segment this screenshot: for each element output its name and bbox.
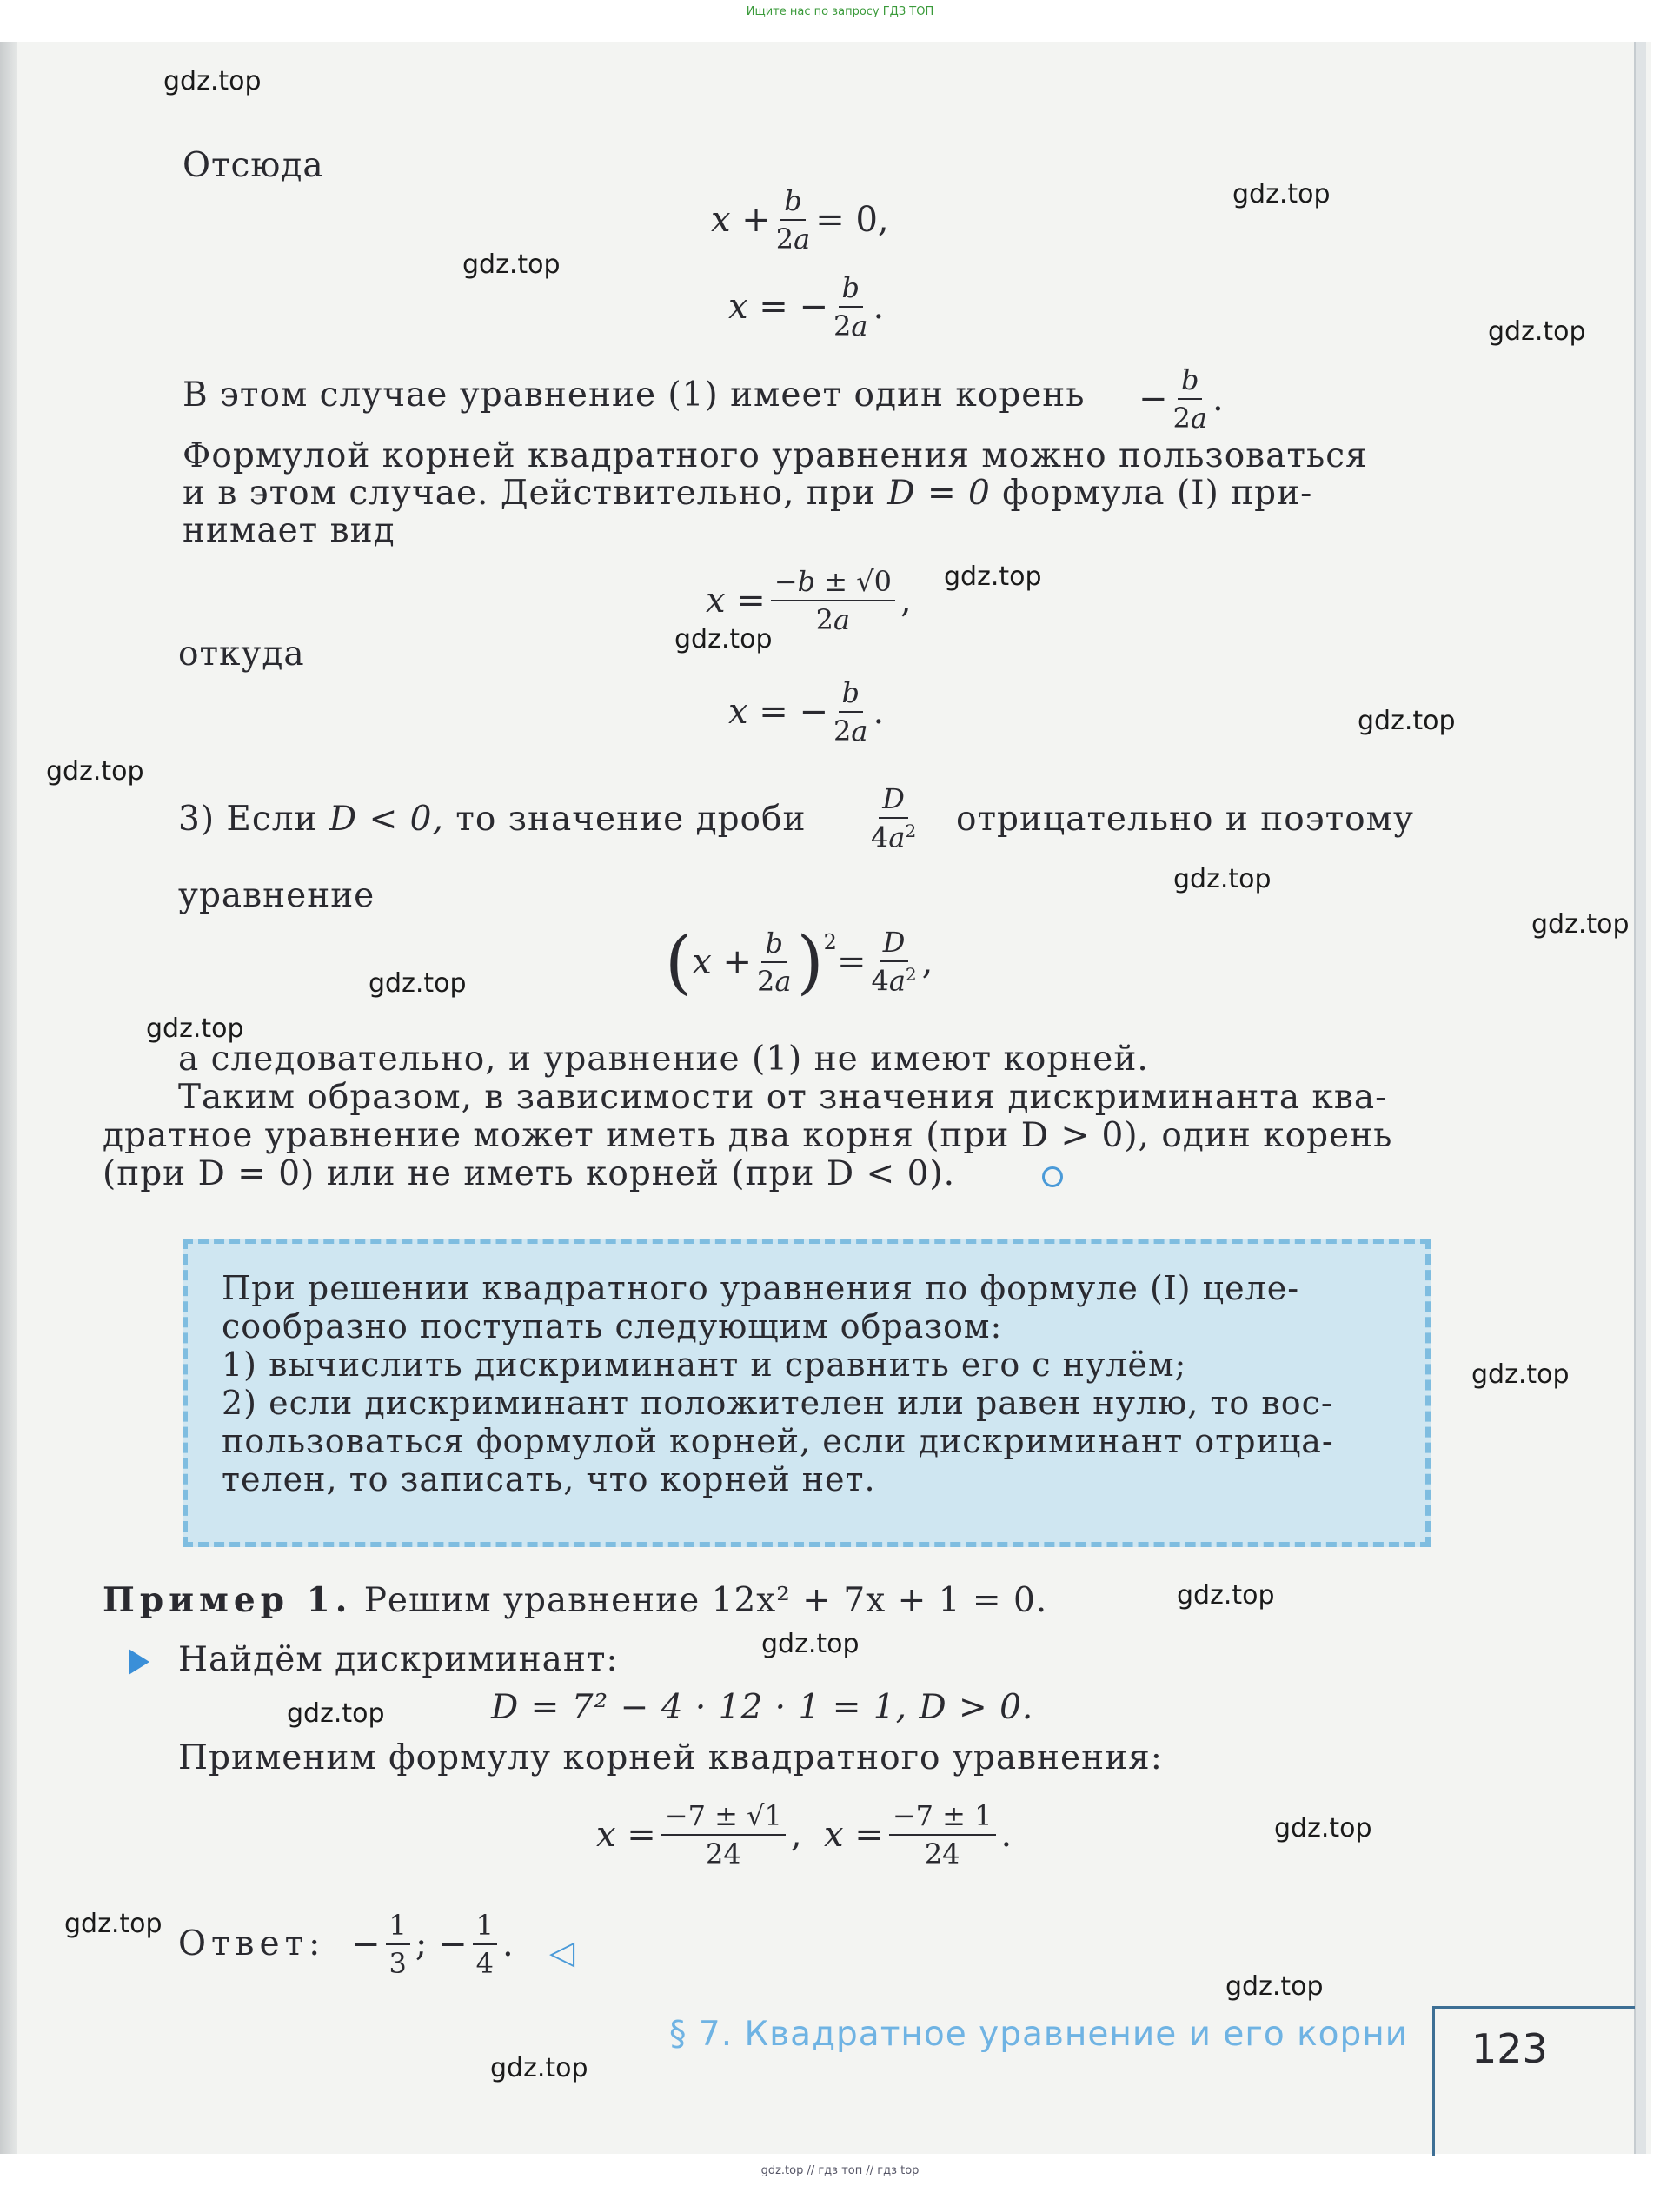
watermark: gdz.top (462, 249, 561, 280)
watermark: gdz.top (46, 756, 144, 787)
watermark: gdz.top (369, 968, 467, 999)
answer-label-text: Ответ: (178, 1924, 326, 1963)
no-roots-text: а следовательно, и уравнение (1) не имеют корней. (178, 1040, 1149, 1079)
rule-line-5: пользоваться формулой корней, если дискриминант отрица- (222, 1422, 1334, 1460)
summary-line-3: (при D = 0) или не иметь корней (при D < 0). (103, 1154, 955, 1193)
watermark: gdz.top (163, 66, 262, 96)
formula-line-3: нимает вид (183, 511, 395, 550)
equation-square-completed: ( x + $\frac{b}{2a}$ ) $^2$ = $\frac{D}{4a^2}$ , (665, 921, 933, 1002)
solution-start-arrow-icon (129, 1649, 149, 1675)
case-one-root-label: В этом случае уравнение (1) имеет один корень (183, 375, 1086, 415)
watermark: gdz.top (490, 2053, 588, 2083)
page-right-edge (1634, 42, 1646, 2154)
equation-sqrt-zero: x = $\frac{-b \pm √0}{2a}$ , (706, 565, 912, 636)
watermark: gdz.top (1232, 179, 1331, 209)
summary-line-2: дратное уравнение может иметь два корня (при D > 0), один корень (103, 1116, 1393, 1155)
watermark: gdz.top (944, 561, 1042, 592)
section-title: § 7. Квадратное уравнение и его корни (669, 2015, 1409, 2054)
otkuda-text: откуда (178, 635, 305, 674)
example-step2: Применим формулу корней квадратного уравнения: (178, 1738, 1163, 1777)
case3-a: 3) Если (178, 800, 318, 839)
formula-line-2 (183, 474, 1312, 513)
formula-line-2b: D = 0 (887, 474, 991, 513)
case3-d: отрицательно и поэтому (956, 800, 1414, 839)
watermark: gdz.top (1471, 1359, 1570, 1390)
watermark: gdz.top (146, 1013, 244, 1044)
case3-c: то значение дроби (455, 800, 807, 839)
rule-line-3: 1) вычислить дискриминант и сравнить его с нулём; (222, 1345, 1187, 1384)
watermark: gdz.top (287, 1698, 385, 1729)
equation-x-minus-b-over-2a: x = − $\frac{b}{2a}$ . (728, 271, 885, 342)
summary-line-1: Таким образом, в зависимости от значения дискриминанта ква- (178, 1078, 1388, 1117)
case3-b: D < 0, (329, 800, 444, 839)
proof-end-circle-icon (1042, 1166, 1063, 1187)
formula-line-2a: и в этом случае. Действительно, при (183, 474, 876, 513)
watermark: gdz.top (1173, 864, 1272, 894)
rule-line-4: 2) если дискриминант положителен или равен нулю, то вос- (222, 1384, 1333, 1422)
watermark: gdz.top (761, 1629, 860, 1659)
fraction-d-over-4a2: $\frac{D}{4a^2}$ (871, 782, 917, 854)
example-roots-formula: x = $\frac{-7 \pm √1}{24}$ , x = $\frac{-7 \pm 1}{24}$ . (596, 1799, 1013, 1870)
rule-line-6: телен, то записать, что корней нет. (222, 1460, 876, 1498)
watermark: gdz.top (1358, 706, 1456, 736)
formula-line-2c: формула (I) при- (1002, 474, 1313, 513)
example-discriminant: D = 7² − 4 · 12 · 1 = 1, D > 0. (491, 1688, 1034, 1727)
watermark: gdz.top (1177, 1580, 1275, 1611)
rule-line-2: сообразно поступать следующим образом: (222, 1307, 1003, 1345)
example-label: Пример 1. (103, 1580, 353, 1620)
case-one-root-text (183, 375, 1086, 415)
solution-end-triangle-icon: ◁ (549, 1933, 575, 1971)
page-number: 123 (1471, 2025, 1548, 2072)
answer-values: − $\frac{1}{3}$ ; − $\frac{1}{4}$ . (351, 1909, 514, 1980)
watermark: gdz.top (1531, 909, 1630, 940)
watermark: gdz.top (674, 624, 773, 654)
example-step1: Найдём дискриминант: (178, 1640, 619, 1679)
watermark: gdz.top (64, 1909, 163, 1939)
otsyuda-text: Отсюда (183, 146, 324, 185)
watermark: gdz.top (1488, 316, 1586, 347)
equation-x-minus-b-over-2a-2: x = − $\frac{b}{2a}$ . (728, 676, 885, 747)
answer-label (178, 1924, 325, 1963)
rule-line-1: При решении квадратного уравнения по формуле (I) целе- (222, 1269, 1300, 1307)
example-heading (103, 1580, 1047, 1620)
root-minus-b-over-2a: − $\frac{b}{2a}$ . (1139, 363, 1224, 435)
example-task: Решим уравнение 12x² + 7x + 1 = 0. (363, 1581, 1048, 1620)
header-note: Ищите нас по запросу ГДЗ ТОП (746, 5, 934, 18)
case3-text (178, 800, 807, 839)
footer-note: gdz.top // гдз топ // гдз top (760, 2164, 920, 2177)
watermark: gdz.top (1225, 1971, 1324, 2002)
formula-line-1: Формулой корней квадратного уравнения можно пользоваться (183, 436, 1368, 475)
equation-x-plus-b-over-2a: x + $\frac{b}{2a}$ = 0, (711, 184, 889, 256)
uravnenie-text: уравнение (178, 876, 375, 915)
watermark: gdz.top (1274, 1813, 1372, 1844)
